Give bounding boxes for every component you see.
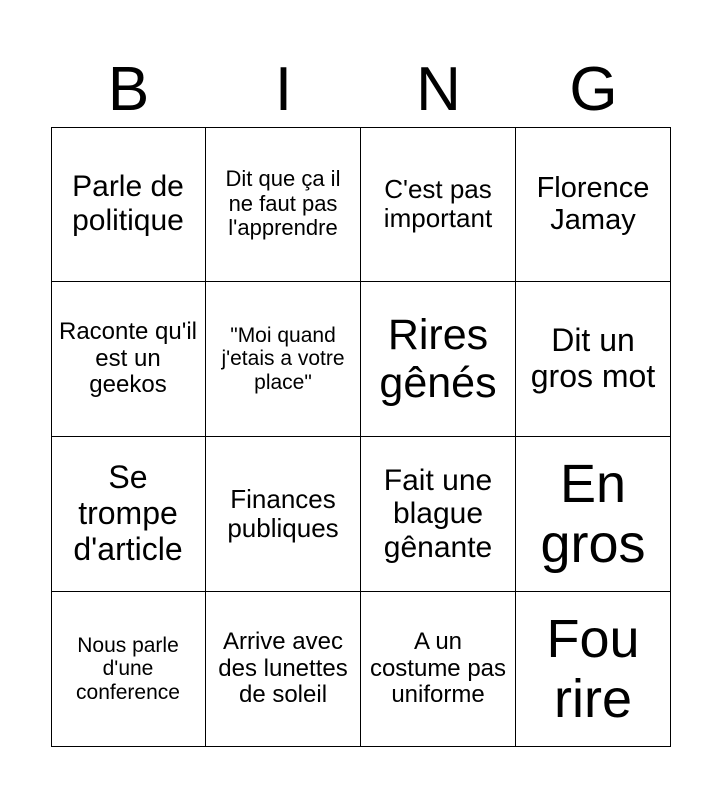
bingo-cell[interactable] [516, 282, 671, 437]
bingo-cell[interactable] [51, 282, 206, 437]
bingo-cell[interactable] [206, 592, 361, 747]
bingo-cell-text: En gros [540, 453, 646, 574]
header-letter-n: N [416, 55, 461, 124]
bingo-cell-text: Florence Jamay [536, 171, 650, 236]
bingo-cell-text: A un costume pas uniforme [369, 627, 507, 709]
bingo-cell-text: Parle de politique [72, 170, 184, 237]
bingo-cell-text: Fou rire [546, 608, 640, 729]
bingo-grid [51, 127, 671, 747]
bingo-cell-text: Arrive avec des lunettes de soleil [218, 627, 348, 709]
header-letter-b: B [107, 55, 150, 124]
header-letter-i: I [274, 55, 293, 124]
bingo-cell[interactable] [206, 437, 361, 592]
bingo-cell[interactable] [361, 282, 516, 437]
bingo-cell[interactable] [51, 592, 206, 747]
bingo-cell[interactable] [51, 437, 206, 592]
bingo-cell-text: Nous parle d'une conference [76, 633, 180, 704]
bingo-cell[interactable] [206, 127, 361, 282]
bingo-header [51, 52, 671, 128]
header-letter-g: G [569, 55, 618, 124]
bingo-cell-text: Rires gênés [379, 310, 497, 407]
bingo-cell[interactable] [516, 127, 671, 282]
bingo-cell[interactable] [206, 282, 361, 437]
bingo-cell-text: Raconte qu'il est un geekos [59, 317, 197, 399]
bingo-cell[interactable] [361, 437, 516, 592]
bingo-cell[interactable] [361, 127, 516, 282]
bingo-cell-text: C'est pas important [383, 173, 493, 233]
bingo-cell[interactable] [51, 127, 206, 282]
bingo-cell-text: "Moi quand j'etais a votre place" [221, 323, 345, 394]
bingo-cell-text: Se trompe d'article [73, 459, 183, 567]
bingo-cell-text: Dit que ça il ne faut pas l'apprendre [225, 166, 341, 241]
bingo-cell[interactable] [516, 592, 671, 747]
bingo-cell[interactable] [516, 437, 671, 592]
bingo-cell-text: Fait une blague gênante [383, 463, 493, 564]
bingo-cell-text: Dit un gros mot [530, 322, 656, 394]
bingo-cell[interactable] [361, 592, 516, 747]
bingo-cell-text: Finances publiques [227, 483, 339, 543]
